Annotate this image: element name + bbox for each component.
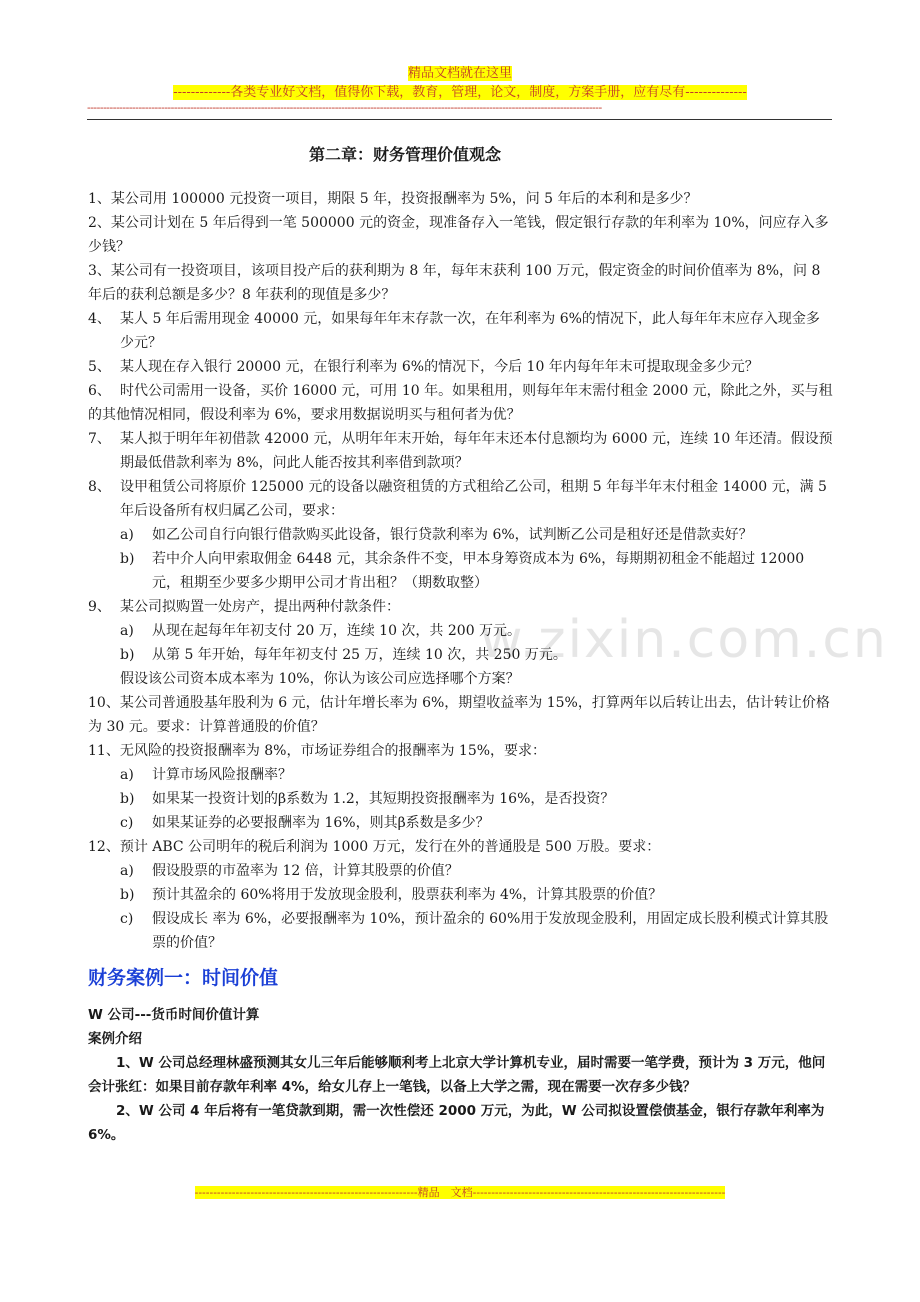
question-4: 4、 某人 5 年后需用现金 40000 元，如果每年年末存款一次，在年利率为 6%的情况下，此人每年年末应存入现金多少元？ bbox=[88, 311, 820, 351]
question-9-b: b) 从第 5 年开始，每年年初支付 25 万，连续 10 次，共 250 万元。 bbox=[120, 647, 567, 663]
question-11: 11、无风险的投资报酬率为 8%，市场证券组合的报酬率为 15%，要求： bbox=[88, 743, 547, 759]
question-11-b: b) 如果某一投资计划的β系数为 1.2，其短期投资报酬率为 16%，是否投资？ bbox=[120, 791, 615, 807]
question-5: 5、 某人现在存入银行 20000 元，在银行利率为 6%的情况下，今后 10 年内每年年末可提取现金多少元？ bbox=[88, 359, 759, 375]
case-paragraph-2: 2、W 公司 4 年后将有一笔贷款到期，需一次性偿还 2000 万元，为此，W 公司拟设置偿债基金，银行存款年利率为 6%。 bbox=[88, 1103, 825, 1143]
question-1: 1、某公司用 100000 元投资一项目，期限 5 年，投资报酬率为 5%，问 5 年后的本利和是多少？ bbox=[88, 191, 698, 207]
question-2: 2、某公司计划在 5 年后得到一笔 500000 元的资金，现准备存入一笔钱，假定银行存款的年利率为 10%，问应存入多少钱？ bbox=[88, 215, 829, 255]
document-body bbox=[88, 187, 833, 1147]
question-12-a: a) 假设股票的市盈率为 12 倍，计算其股票的价值？ bbox=[120, 863, 459, 879]
case-paragraph-1: 1、W 公司总经理林盛预测其女儿三年后能够顺利考上北京大学计算机专业，届时需要一笔学费，预计为 3 万元，他问会计张红：如果目前存款年利率 4%，给女儿存上一笔钱，以备上大学之需，现在需要一次存多少钱？ bbox=[88, 1055, 826, 1095]
question-9: 9、 某公司拟购置一处房产，提出两种付款条件： bbox=[88, 599, 400, 615]
question-8-b: b) 若中介人向甲索取佣金 6448 元，其余条件不变，甲本身筹资成本为 6%，每期期初租金不能超过 12000 元，租期至少要多少期甲公司才肯出租？（期数取整） bbox=[120, 551, 805, 591]
question-12-c: c) 假设成长 率为 6%，必要报酬率为 10%，预计盈余的 60%用于发放现金股利，用固定成长股利模式计算其股票的价值？ bbox=[120, 911, 829, 951]
question-11-c: c) 如果某证券的必要报酬率为 16%，则其β系数是多少？ bbox=[120, 815, 490, 831]
watermark-text: w.zixin.com.cn bbox=[480, 610, 888, 670]
question-9-a: a) 从现在起每年年初支付 20 万，连续 10 次，共 200 万元。 bbox=[120, 623, 522, 639]
case-section-title: 财务案例一：时间价值 bbox=[88, 967, 279, 989]
question-12-b: b) 预计其盈余的 60%将用于发放现金股利，股票获利率为 4%，计算其股票的价值？ bbox=[120, 887, 663, 903]
header-promo-subtitle: -------------各类专业好文档，值得你下载，教育，管理，论文，制度，方案手册，应有尽有-------------- bbox=[173, 85, 747, 100]
case-intro-label: 案例介绍 bbox=[88, 1031, 142, 1047]
question-8-a: a) 如乙公司自行向银行借款购买此设备，银行贷款利率为 6%，试判断乙公司是租好还是借款卖好？ bbox=[120, 527, 753, 543]
question-6: 6、 时代公司需用一设备，买价 16000 元，可用 10 年。如果租用，则每年年末需付租金 2000 元，除此之外，买与租的其他情况相同，假设利率为 6%，要求用数据说明买与租何者为优？ bbox=[88, 383, 833, 423]
case-company-line: W 公司---货币时间价值计算 bbox=[88, 1007, 260, 1023]
header-dash-line: ---------------------------------------------------------------------------------------------------------------------------------------------------------------- bbox=[87, 102, 602, 114]
question-9-note: 假设该公司资本成本率为 10%，你认为该公司应选择哪个方案？ bbox=[120, 671, 520, 687]
header-rule bbox=[87, 119, 832, 120]
question-11-a: a) 计算市场风险报酬率？ bbox=[120, 767, 292, 783]
question-3: 3、某公司有一投资项目，该项目投产后的获利期为 8 年，每年末获利 100 万元，假定资金的时间价值率为 8%，问 8 年后的获利总额是多少？8 年获利的现值是多少？ bbox=[88, 263, 821, 303]
question-10: 10、某公司普通股基年股利为 6 元，估计年增长率为 6%，期望收益率为 15%，打算两年以后转让出去，估计转让价格为 30 元。要求：计算普通股的价值？ bbox=[88, 695, 830, 735]
question-7: 7、 某人拟于明年年初借款 42000 元，从明年年末开始，每年年末还本付息额均为 6000 元，连续 10 年还清。假设预期最低借款利率为 8%，问此人能否按其利率借到款项？ bbox=[88, 431, 833, 471]
chapter-title: 第二章：财务管理价值观念 bbox=[308, 145, 501, 164]
question-12: 12、预计 ABC 公司明年的税后利润为 1000 万元，发行在外的普通股是 500 万股。要求： bbox=[88, 839, 661, 855]
question-8: 8、 设甲租赁公司将原价 125000 元的设备以融资租赁的方式租给乙公司，租期 5 年每半年末付租金 14000 元，满 5 年后设备所有权归属乙公司，要求： bbox=[88, 479, 827, 519]
footer-promo: ------------------------------------------------------------精品 文档-------------------------------------------------------------------- bbox=[194, 1186, 726, 1199]
header-promo-title: 精品文档就在这里 bbox=[407, 66, 512, 81]
